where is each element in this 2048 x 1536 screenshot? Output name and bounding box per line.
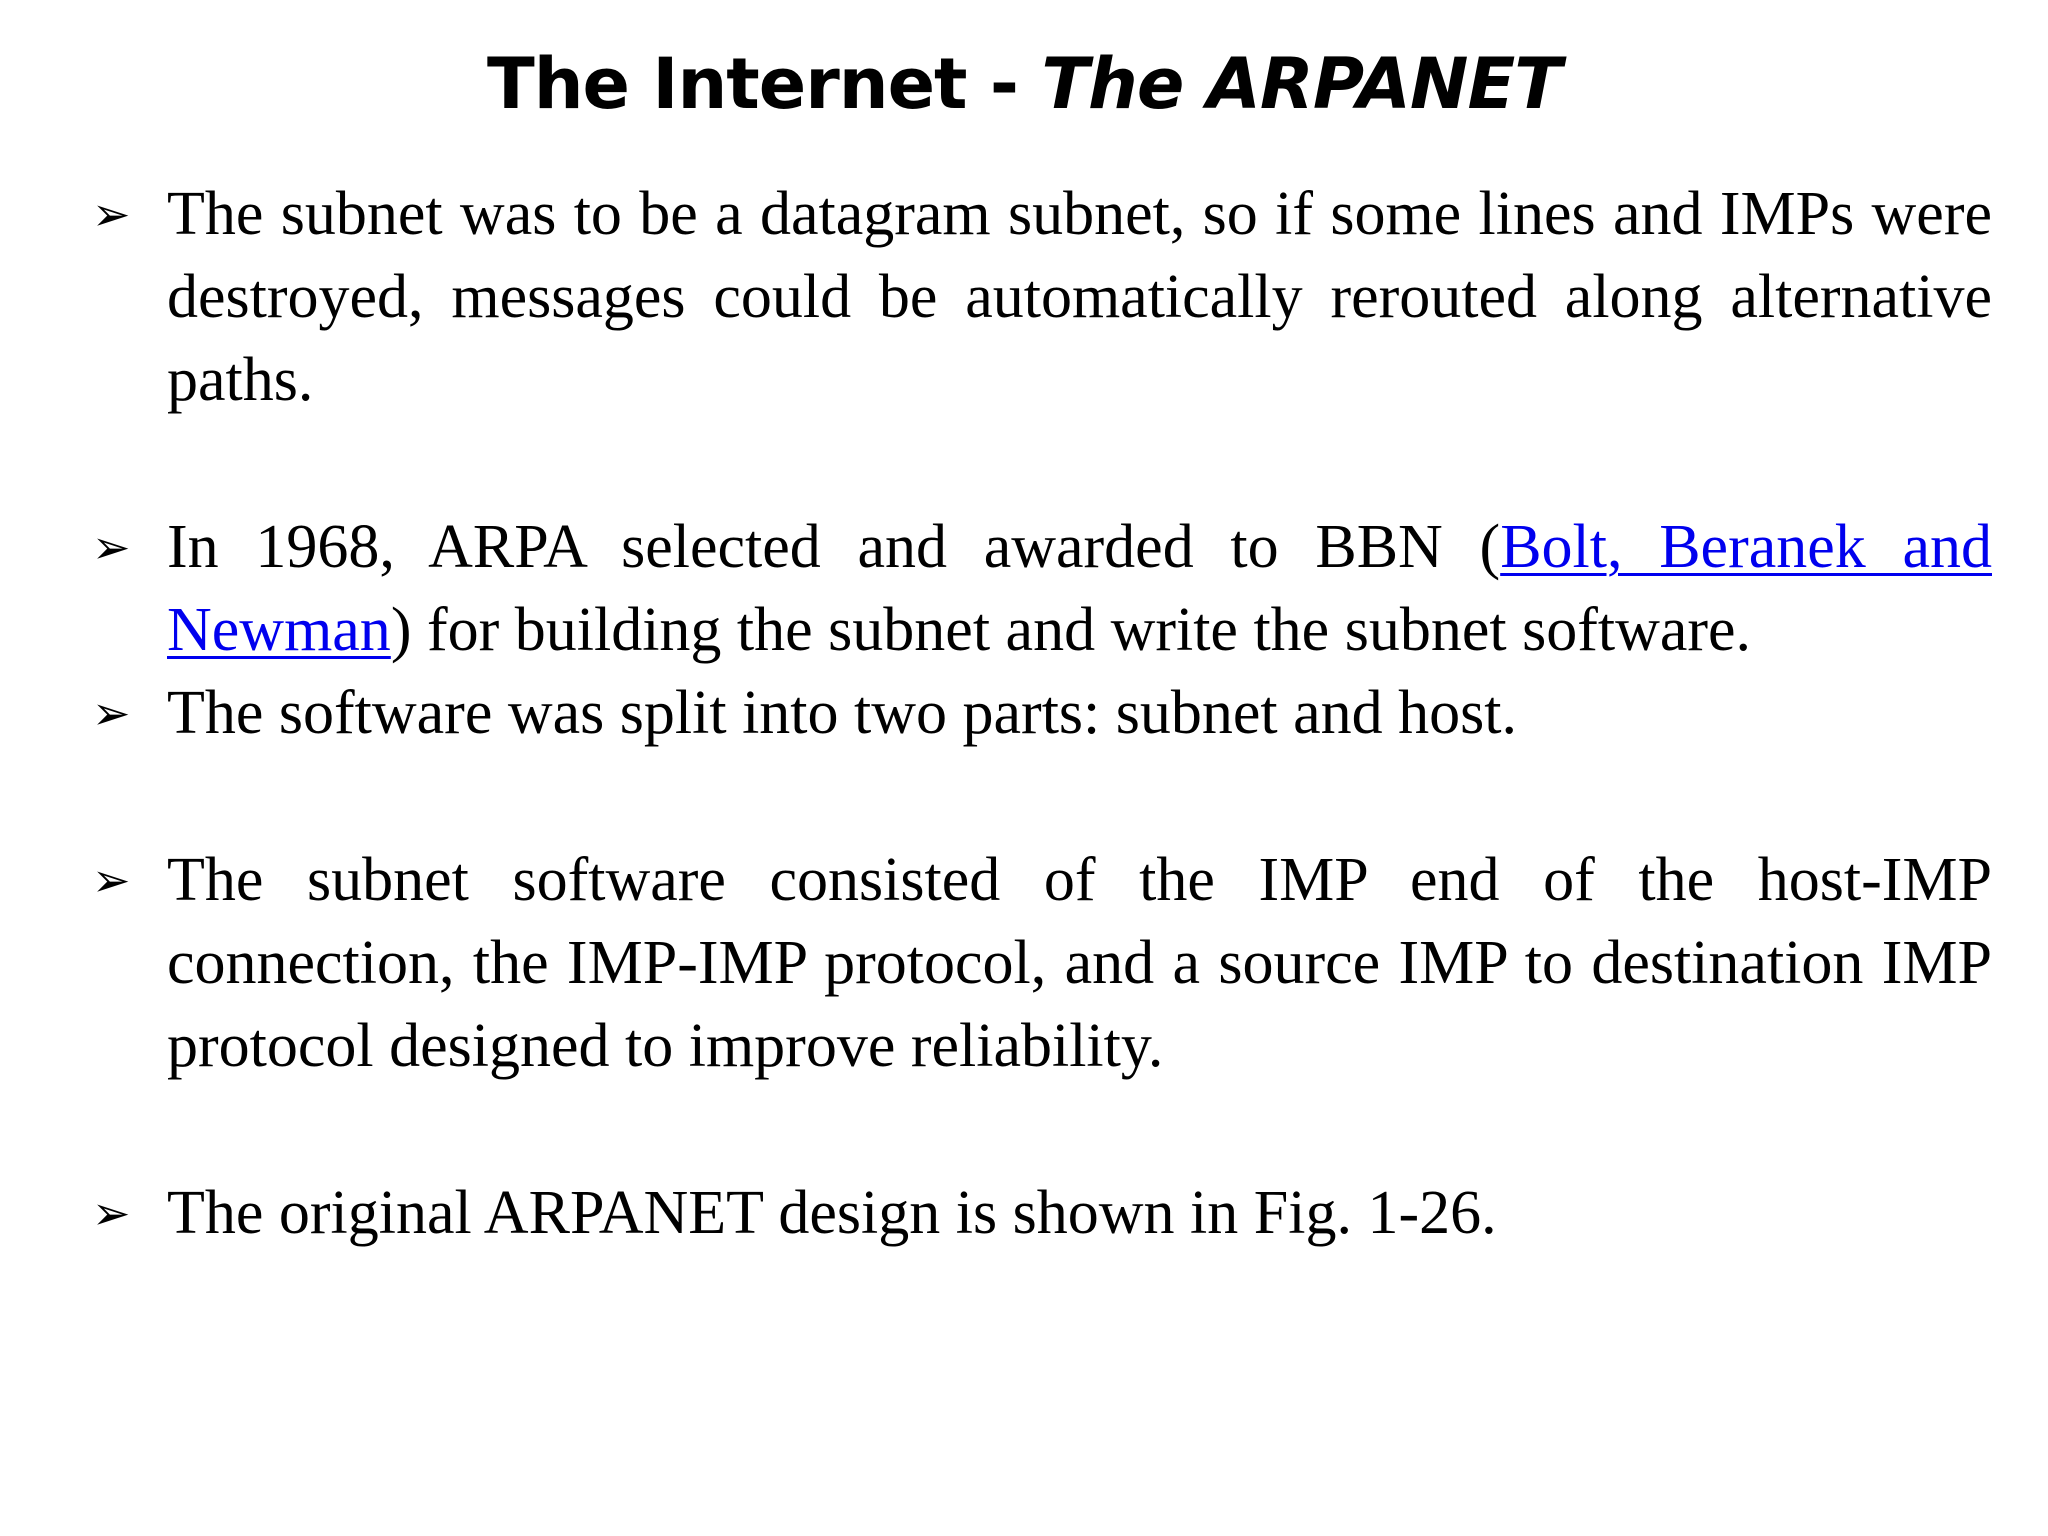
bullet-text: The original ARPANET design is shown in Fig. 1-26. — [167, 1179, 1497, 1247]
bullet-text: The subnet was to be a datagram subnet, so if some lines and IMPs were destroyed, messages could be automatically rerouted along alternative paths. — [167, 180, 1992, 414]
bullet-text: The subnet software consisted of the IMP end of the host-IMP connection, the IMP-IMP protocol, and a source IMP to destination IMP protocol designed to improve reliability. — [167, 846, 1992, 1080]
spacer — [92, 1088, 1992, 1172]
title-main: The Internet - — [486, 43, 1042, 125]
arrowhead-bullet-icon: ➢ — [92, 520, 131, 574]
bullet-item — [92, 839, 1992, 1088]
bullet-item — [92, 1172, 1992, 1255]
slide-title — [0, 34, 2048, 134]
title-italic: The ARPANET — [1041, 43, 1562, 125]
arrowhead-bullet-icon: ➢ — [92, 853, 131, 907]
bullet-text-after-link: ) for building the subnet and write the subnet software. — [390, 596, 1752, 664]
bullet-list — [92, 173, 1992, 1255]
spacer — [92, 755, 1992, 839]
bullet-item — [92, 672, 1992, 755]
bullet-item — [92, 173, 1992, 422]
bullet-text-before-link: In 1968, ARPA selected and awarded to BBN ( — [167, 513, 1501, 581]
bullet-item — [92, 506, 1992, 672]
arrowhead-bullet-icon: ➢ — [92, 686, 131, 740]
arrowhead-bullet-icon: ➢ — [92, 187, 131, 241]
arrowhead-bullet-icon: ➢ — [92, 1186, 131, 1240]
bbn-link[interactable]: Bolt, Beranek and Newman — [167, 513, 1992, 664]
bullet-text: The software was split into two parts: subnet and host. — [167, 679, 1518, 747]
spacer — [92, 422, 1992, 506]
